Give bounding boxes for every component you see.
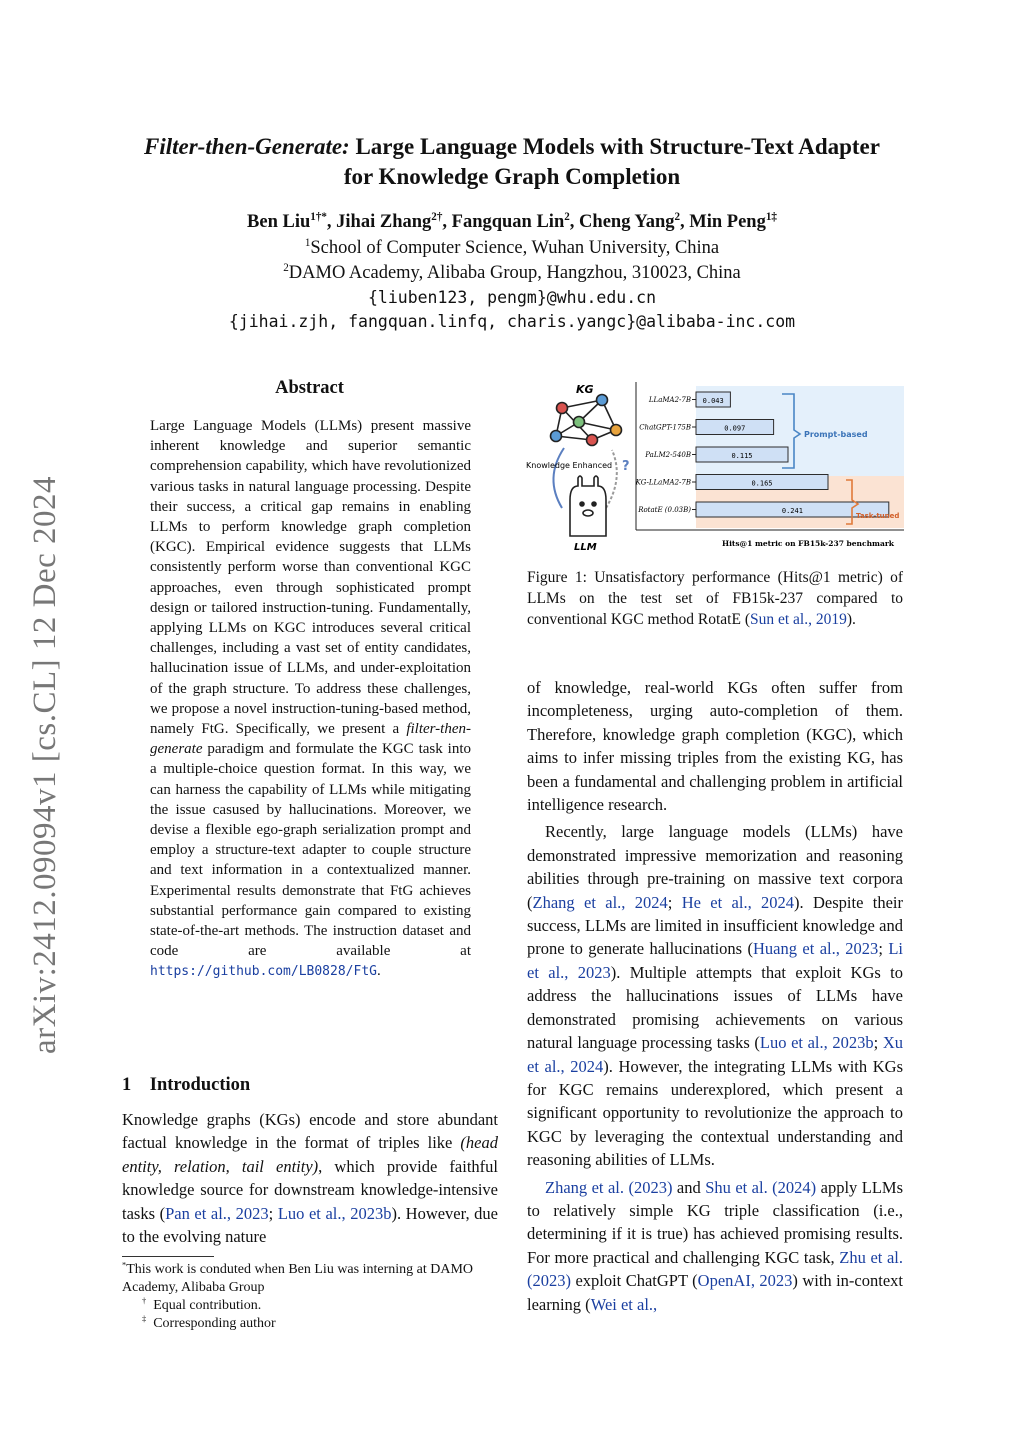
footnote-3 [122, 1315, 502, 1333]
intro-text-a: Knowledge graphs (KGs) encode and store abundant factual knowledge in the format of triples like [122, 1110, 498, 1153]
fn-1-mark: * [122, 1260, 127, 1270]
category-label: ChatGPT-175B [639, 423, 691, 432]
citation-sun-2019[interactable]: Sun et al., 2019 [750, 611, 847, 628]
author-5: , Min Peng [680, 212, 766, 232]
aff-1-sup: 1 [304, 236, 311, 249]
p2-text-b: ). Despite their success, LLMs are limited in insufficient knowledge and prone to generate hallucinations ( [527, 892, 903, 959]
author-1: Ben Liu [247, 212, 311, 232]
abstract-italic: filter-then-generate [150, 721, 471, 758]
affiliation-2 [100, 263, 924, 284]
aff-1-text: School of Computer Science, Wuhan University, China [310, 238, 720, 258]
p3-text-b: apply LLMs to relatively simple KG triple classification (i.e., determining if it is true) has achieved promising results. For more practical and challenging KGC task, [527, 1177, 903, 1267]
figure-1 [524, 378, 908, 553]
knowledge-enhanced-label: Knowledge Enhanced [526, 461, 613, 470]
chart-x-label: Hits@1 metric on FB15k-237 benchmark [722, 539, 894, 548]
title-line2: for Knowledge Graph Completion [343, 164, 681, 189]
citation-wei[interactable]: Wei et al., [590, 1294, 658, 1314]
author-1-sup: 1†* [310, 210, 327, 223]
citation-openai-2023[interactable]: OpenAI, 2023 [697, 1271, 793, 1291]
fn-2-text: Equal contribution. [153, 1298, 262, 1313]
arrow-curve-right [606, 450, 617, 508]
author-5-sup: 1‡ [765, 210, 777, 223]
abstract-end: . [376, 963, 381, 980]
author-4: , Cheng Yang [569, 212, 675, 232]
fn-2-mark: † [142, 1296, 147, 1306]
p3-text-d: ) with in-context learning ( [527, 1271, 903, 1314]
intro-right-p1: of knowledge, real-world KGs often suffer from incompleteness, urging auto-completion of them. Therefore, knowledge graph completion (KGC), which aims to infer missing triples from the existing KG, has been a fundamental and challenging problem in artificial intelligence research. [527, 678, 903, 815]
p2-text-a: Recently, large language models (LLMs) have demonstrated impressive memorization and reasoning abilities through pre-training on massive text corpora ( [527, 822, 903, 912]
citation-zhang-2024[interactable]: Zhang et al., 2024 [532, 892, 668, 912]
author-2: , Jihai Zhang [326, 212, 432, 232]
footnote-rule [122, 1256, 214, 1257]
section-number: 1 [122, 1075, 132, 1095]
arxiv-stamp: arXiv:2412.09094v1 [cs.CL] 12 Dec 2024 [27, 475, 63, 1055]
citation-huang-2023[interactable]: Huang et al., 2023 [753, 939, 879, 959]
citation-luo-2023b-2[interactable]: Luo et al., 2023b [759, 1033, 874, 1053]
title-italic: Filter-then-Generate: [144, 134, 350, 159]
p2-text-c: ). Multiple attempts that exploit KGs to address the hallucinations issues of LLMs have demonstrated promising achievements on various natural language processing tasks ( [527, 962, 903, 1053]
question-mark: ? [622, 459, 630, 474]
caption-text-a: Figure 1: Unsatisfactory performance (Hits@1 metric) of LLMs on the test set of FB15k-237 compared to conventional KGC method RotatE ( [527, 569, 903, 628]
intro-right-p3 [527, 1176, 903, 1316]
footnotes [122, 1261, 502, 1333]
paper-title [100, 132, 924, 192]
task-tuned-label: Task-tuned [856, 512, 900, 520]
intro-italic: (head entity, relation, tail entity) [122, 1133, 498, 1176]
citation-shu-2024[interactable]: Shu et al. (2024) [705, 1177, 817, 1197]
bar-value-label: 0.097 [724, 424, 746, 433]
title-line1: Large Language Models with Structure-Text Adapter [349, 134, 880, 159]
abstract-heading: Abstract [275, 378, 344, 398]
email-line-1: {liuben123, pengm}@whu.edu.cn [367, 288, 657, 307]
cite-sep: ; [268, 1203, 278, 1223]
author-3-sup: 2 [564, 210, 570, 223]
bar-value-label: 0.043 [702, 397, 724, 405]
bar-value-label: 0.115 [731, 452, 753, 460]
kg-label: KG [576, 383, 594, 396]
caption-text-b: ). [846, 611, 856, 628]
category-label: LLaMA2-7B [648, 396, 691, 404]
category-label: KG-LLaMA2-7B [635, 478, 691, 487]
abstract-body [150, 416, 471, 983]
category-label: RotatE (0.03B) [638, 506, 691, 514]
abstract-text-1: Large Language Models (LLMs) present massive inherent knowledge and superior semantic comprehension capability, which have revolutionized various tasks in natural language processing. Despite their success, a critical gap remains in enabling LLMs to perform knowledge graph completion (KGC). Empirical evidence suggests that LLMs consistently perform worse than conventional KGC approaches, even through sophisticated prompt design or tailored instruction-tuning. Fundamentally, applying LLMs on KGC introduces several critical challenges, including a vast set of entity candidates, hallucination issue of LLMs, and under-exploitation of the graph structure. To address these challenges, we propose a novel instruction-tuning-based method, namely FtG. Specifically, we present a [150, 418, 471, 738]
p3-text-a: and [672, 1177, 706, 1197]
bar-value-label: 0.241 [781, 507, 803, 515]
citation-li-2023[interactable]: Li et al., 2023 [527, 939, 903, 982]
author-3: , Fangquan Lin [442, 212, 565, 232]
bar-value-label: 0.165 [751, 479, 773, 488]
code-link[interactable]: https://github.com/LB0828/FtG [150, 964, 377, 980]
citation-zhu-2023[interactable]: Zhu et al. (2023) [527, 1247, 903, 1291]
footnote-2 [122, 1297, 502, 1315]
citation-luo-2023b[interactable]: Luo et al., 2023b [277, 1203, 392, 1223]
llama-icon [570, 476, 606, 536]
author-2-sup: 2† [431, 210, 443, 223]
section-heading-introduction [122, 1075, 250, 1096]
figure-1-svg [524, 378, 908, 553]
figure-1-caption [527, 567, 903, 630]
citation-pan-2023[interactable]: Pan et al., 2023 [165, 1203, 269, 1223]
fn-1-text: This work is conduted when Ben Liu was interning at DAMO Academy, Alibaba Group [122, 1262, 474, 1295]
intro-text-c: ). However, due to the evolving nature [122, 1203, 498, 1247]
citation-xu-2024[interactable]: Xu et al., 2024 [527, 1033, 903, 1076]
citation-he-2024[interactable]: He et al., 2024 [681, 892, 795, 912]
section-title: Introduction [149, 1075, 251, 1095]
intro-right-column [527, 676, 903, 1316]
category-label: PaLM2-540B [645, 451, 691, 459]
intro-right-p2: Recently, large language models (LLMs) have demonstrated impressive memorization and reasoning abilities through pre-training on massive text corpora (Zhang et al., 2024; He et al., 2024). Despite their success, LLMs are limited in insufficient knowledge and prone to generate hallucinations (Huang et al., 2023; Li et al., 2023). Multiple attempts that exploit KGs to address the hallucinations issues of LLMs have demonstrated promising achievements on various natural language processing tasks (Luo et al., 2023b; Xu et al., 2024). However, the integrating LLMs with KGs for KGC remains underexplored, which present a significant opportunity to revolutionize the approach to KGC by leveraging the contextual understanding and reasoning abilities of LLMs. [527, 822, 903, 1170]
fn-3-text: Corresponding author [153, 1316, 276, 1331]
abstract-text-2: paradigm and formulate the KGC task into a multiple-choice question format. In this way, we can harness the capability of LLMs while mitigating the issue casused by hallucinations. Moreover, we devise a flexible ego-graph serialization prompt and employ a structure-text adapter to couple structure and text information in a contextualized manner. Experimental results demonstrate that FtG achieves substantial performance gain compared to existing state-of-the-art methods. The instruction dataset and code are available at [150, 741, 471, 960]
p3-text-c: exploit ChatGPT ( [571, 1271, 698, 1291]
email-line-2: {jihai.zjh, fangquan.linfq, charis.yangc}@alibaba-inc.com [228, 312, 796, 331]
intro-left-paragraph [122, 1108, 498, 1248]
affiliation-1 [100, 238, 924, 259]
aff-2-text: DAMO Academy, Alibaba Group, Hangzhou, 310023, China [288, 263, 741, 283]
p2-text-d: ). However, the integrating LLMs with KGs for KGC remains underexplored, which present a significant opportunity to revolutionize the approach to KGC by leveraging the contextual understanding and reasoning abilities of LLMs. [527, 1056, 903, 1170]
footnote-1 [122, 1261, 502, 1297]
citation-zhang-2023[interactable]: Zhang et al. (2023) [545, 1177, 673, 1197]
prompt-based-label: Prompt-based [804, 430, 868, 439]
llm-label: LLM [574, 542, 597, 553]
intro-text-b: , which provide faithful knowledge source for downstream knowledge-intensive tasks ( [122, 1156, 498, 1223]
arrow-curve-left [553, 448, 564, 508]
author-list [100, 212, 924, 233]
author-4-sup: 2 [674, 210, 681, 223]
aff-2-sup: 2 [283, 261, 289, 274]
fn-3-mark: ‡ [142, 1314, 147, 1324]
kg-graph-icon [551, 395, 622, 446]
